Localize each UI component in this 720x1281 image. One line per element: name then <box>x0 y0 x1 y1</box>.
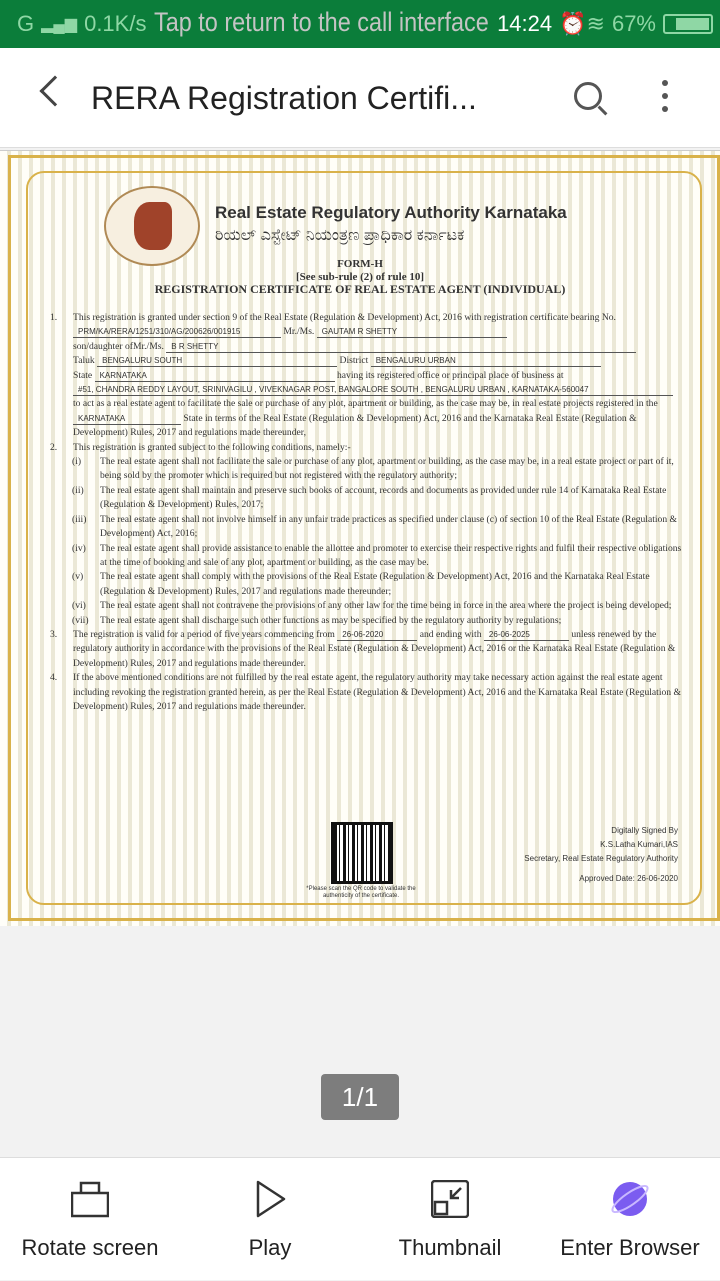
certificate-body <box>50 311 684 714</box>
text: Mr./Ms. <box>283 326 315 338</box>
enter-browser-button[interactable] <box>540 1158 720 1281</box>
status-right <box>497 11 713 37</box>
text: son/daughter ofMr./Ms. <box>73 340 164 352</box>
status-left <box>17 11 146 37</box>
text: to act as a real estate agent to facilitate the sale or purchase of any plot, apartment or building, as the case may be, in real estate projects registered in the <box>73 398 658 410</box>
text: This registration is granted under section 9 of the Real Estate (Regulation & Development) Act, 2016 with registration certificate bearing No. <box>73 312 616 323</box>
bottom-toolbar <box>0 1157 720 1280</box>
valid-to: 26-06-2025 <box>484 629 569 641</box>
status-bar <box>0 0 720 48</box>
text: State in terms of the Real Estate (Regulation & Development) Act, 2016 and the Karnataka Real Estate (Regulation & Development) Rules, 2017 and regulations made thereunder, <box>73 412 637 439</box>
qr-note: *Please scan the QR code to validate the authenticity of the certificate. <box>306 886 416 899</box>
signer-title: Secretary, Real Estate Regulatory Authority <box>524 854 678 863</box>
back-icon[interactable] <box>39 75 70 106</box>
form-rule: [See sub-rule (2) of rule 10] <box>295 270 424 283</box>
battery-icon <box>663 14 713 34</box>
taluk: BENGALURU SOUTH <box>97 355 337 367</box>
network-speed: 0.1K/s <box>84 11 147 36</box>
clause-number: 1. <box>50 312 58 323</box>
clause-number: 4. <box>50 672 58 684</box>
karnataka-emblem-logo <box>104 186 200 266</box>
signed-by-label: Digitally Signed By <box>611 826 678 835</box>
condition-text: The real estate agent shall maintain and preserve such books of account, records and documents as provided under rule 14 of Karnataka Real Estate (Regulation & Development) Rules, 2017; <box>100 484 667 511</box>
clause-number: 3. <box>50 628 58 640</box>
clause-4 <box>50 671 684 714</box>
condition-number: (i) <box>72 456 82 468</box>
signer-name: K.S.Latha Kumari,IAS <box>600 840 678 849</box>
clock: 14:24 <box>497 11 553 36</box>
text: If the above mentioned conditions are not fulfilled by the real estate agent, the regulatory authority may take necessary action against the real estate agent including revoking the registration granted herein, as per the Real Estate (Regulation & Development) Act, 2016 and the Karnataka Real Estate (Regulation & Development) Rules, 2017 and regulations made thereunder. <box>73 672 681 712</box>
text: Taluk <box>73 355 95 367</box>
approved-date: Approved Date: 26-06-2020 <box>579 874 678 883</box>
clause-2 <box>50 441 684 455</box>
agent-name: GAUTAM R SHETTY <box>317 326 507 338</box>
text: District <box>339 355 369 367</box>
condition-item <box>50 570 684 599</box>
form-title <box>0 258 720 296</box>
parent-name: B R SHETTY <box>166 341 636 353</box>
clause-3 <box>50 628 684 671</box>
clause-number: 2. <box>50 441 58 453</box>
district: BENGALURU URBAN <box>371 355 601 367</box>
search-icon[interactable] <box>574 82 602 110</box>
text: The registration is valid for a period of five years commencing from <box>73 628 335 640</box>
valid-from: 26-06-2020 <box>337 629 417 641</box>
rotate-screen-button[interactable] <box>0 1158 180 1281</box>
condition-item <box>50 542 684 571</box>
label: Thumbnail <box>398 1235 502 1260</box>
play-button[interactable] <box>180 1158 360 1281</box>
label: Enter Browser <box>560 1235 700 1260</box>
browser-planet-icon <box>611 1180 649 1218</box>
condition-item <box>50 599 684 613</box>
battery-percent: 67% <box>611 11 656 36</box>
condition-item <box>50 484 684 513</box>
condition-item <box>50 513 684 542</box>
project-state: KARNATAKA <box>73 413 181 425</box>
condition-item <box>50 455 684 484</box>
alarm-wifi-icons: ⏰≋ <box>559 11 605 36</box>
network-type: G <box>17 11 35 36</box>
condition-number: (vi) <box>72 600 86 612</box>
condition-text: The real estate agent shall provide assistance to enable the allottee and promoter to exercise their respective rights and fulfil their respective obligations at the time of booking and sale of any plot, apartment or building, as the case may be. <box>100 542 682 568</box>
text: having its registered office or principal place of business at <box>337 369 564 381</box>
label: Rotate screen <box>21 1235 159 1260</box>
condition-number: (iv) <box>72 542 86 554</box>
certificate-heading: REGISTRATION CERTIFICATE OF REAL ESTATE AGENT (INDIVIDUAL) <box>154 282 566 296</box>
clause-1 <box>50 311 684 441</box>
registration-number: PRM/KA/RERA/1251/310/AG/200626/001915 <box>73 326 281 338</box>
condition-text: The real estate agent shall comply with the provisions of the Real Estate (Regulation & Development) Act, 2016 and the Karnataka Real Estate (Regulation & Development) Rules, 2017 and regulations made thereunder; <box>100 571 650 597</box>
call-return-banner[interactable]: Tap to return to the call interface <box>154 7 490 37</box>
condition-number: (v) <box>72 571 84 583</box>
text: and ending with <box>419 628 482 640</box>
condition-item <box>50 614 684 628</box>
condition-text: The real estate agent shall not facilitate the sale or purchase of any plot, apartment or building, as the case may be, in a real estate project or part of it, being sold by the promoter which is required but not registered with the regulatory authority; <box>100 456 674 482</box>
text: This registration is granted subject to the following conditions, namely:- <box>73 441 351 453</box>
condition-number: (vii) <box>72 614 89 626</box>
business-address: #51, CHANDRA REDDY LAYOUT, SRINIVAGILU , VIVEKNAGAR POST, BANGALORE SOUTH , BENGALURU URBAN , KARNATAKA-560047 <box>73 384 673 396</box>
conditions-list <box>50 455 684 628</box>
thumbnail-button[interactable] <box>360 1158 540 1281</box>
thumbnail-icon <box>431 1180 469 1218</box>
signal-icon: ▂▄▆ <box>41 16 78 33</box>
rotate-icon <box>71 1180 109 1218</box>
authority-name: Real Estate Regulatory Authority Karnataka <box>215 203 567 222</box>
condition-number: (iii) <box>72 513 87 525</box>
page-indicator: 1/1 <box>321 1074 399 1120</box>
authority-name-kannada: ರಿಯಲ್ ಎಸ್ಟೇಟ್ ನಿಯಂತ್ರಣ ಪ್ರಾಧಿಕಾರ ಕರ್ನಾಟಕ <box>215 227 465 244</box>
page-title: RERA Registration Certifi... <box>91 80 477 116</box>
call-return-banner-area <box>154 0 489 48</box>
more-options-icon[interactable] <box>660 80 670 120</box>
text: unless renewed by the regulatory authority in accordance with the provisions of the Real Estate (Regulation & Development) Act, 2016 or the Karnataka Real Estate (Regulation & Development) Rules, 2017 and regulations made thereunder. <box>73 628 676 669</box>
condition-number: (ii) <box>72 484 84 496</box>
condition-text: The real estate agent shall discharge such other functions as may be specified by the regulatory authority by regulations; <box>100 614 562 626</box>
app-bar <box>0 48 720 148</box>
signature-block <box>524 824 678 866</box>
text: State <box>73 369 93 381</box>
form-number: FORM-H <box>337 258 383 270</box>
play-icon <box>251 1180 289 1218</box>
condition-text: The real estate agent shall not contravene the provisions of any other law for the time being in force in the area where the project is being developed; <box>100 600 672 612</box>
qr-code <box>331 822 393 884</box>
label: Play <box>248 1235 292 1260</box>
state: KARNATAKA <box>95 370 335 382</box>
condition-text: The real estate agent shall not involve himself in any unfair trade practices as specified under clause (c) of section 10 of the Real Estate (Regulation & Development) Act, 2016; <box>100 513 678 540</box>
